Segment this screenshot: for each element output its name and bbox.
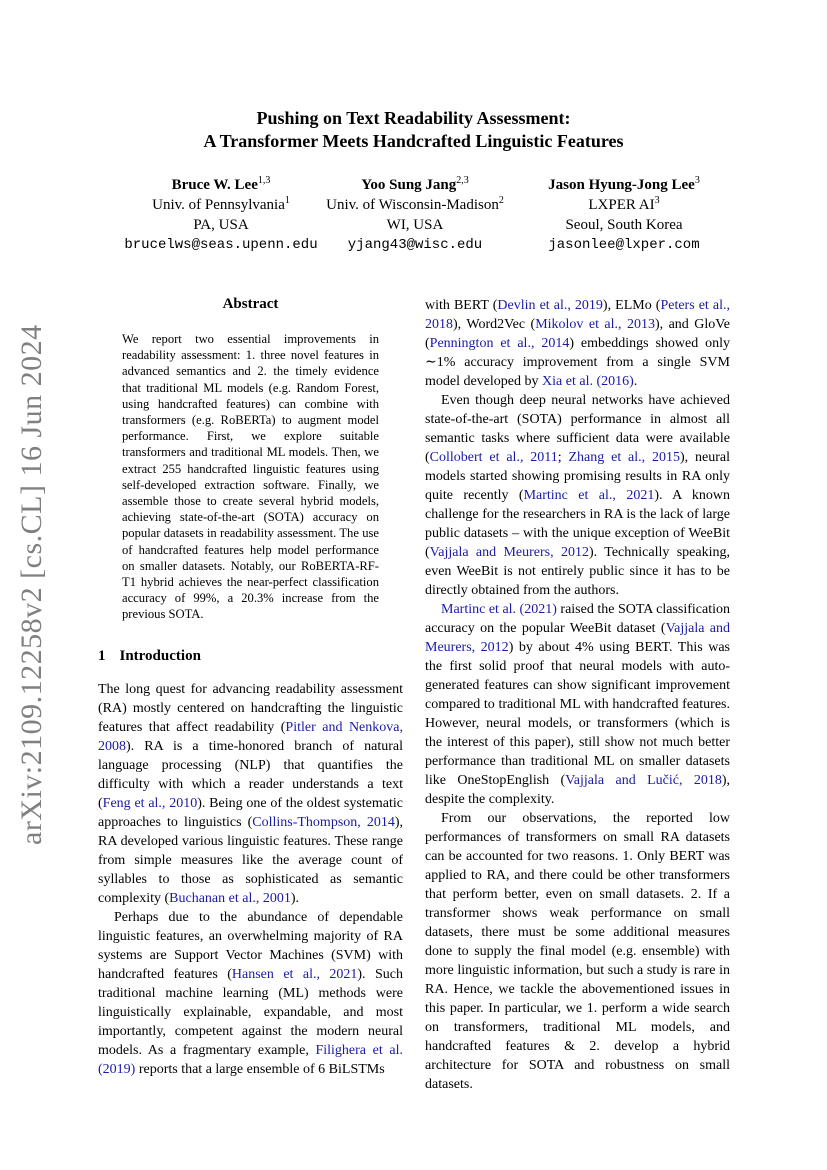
author-block-3 <box>526 175 722 255</box>
text-run: . <box>633 374 638 389</box>
affiliation-superscript: 2 <box>498 195 504 206</box>
arxiv-identifier: arXiv:2109.12258v2 [cs.CL] 16 Jun 2024 <box>15 324 48 845</box>
author-affiliation: Univ. of Pennsylvania <box>152 197 285 213</box>
author-name: Jason Hyung-Jong Lee <box>548 177 695 193</box>
paragraph <box>98 680 403 908</box>
citation-link[interactable]: Buchanan et al., 2001 <box>169 891 291 906</box>
citation-link[interactable]: Hansen et al., 2021 <box>231 967 358 982</box>
text-run: reports that a large ensemble of 6 BiLSTMs <box>135 1062 385 1077</box>
citation-link[interactable]: Vajjala and Meurers, 2012 <box>425 621 730 655</box>
affiliation-superscript: 1 <box>284 195 290 206</box>
author-superscript: 3 <box>694 175 700 186</box>
text-run: raised the SOTA classification accuracy on the popular WeeBit dataset ( <box>425 602 730 636</box>
author-location: WI, USA <box>386 217 444 233</box>
text-run: ) embeddings showed only ∼1% accuracy improvement from a single SVM model developed by <box>425 336 730 389</box>
citation-link[interactable]: Collobert et al., 2011 <box>429 450 558 465</box>
text-run: ). RA is a time-honored branch of natural language processing (NLP) that quantifies the difficulty with which a reader understands a text ( <box>98 739 403 811</box>
section-number: 1 <box>98 648 106 664</box>
text-run: ). Being one of the oldest systematic approaches to linguistics ( <box>98 796 403 830</box>
author-block-2 <box>308 175 522 255</box>
author-name: Yoo Sung Jang <box>361 177 457 193</box>
text-run: Perhaps due to the abundance of dependable linguistic features, an overwhelming majority of RA systems are Support Vector Machines (SVM) with handcrafted features ( <box>98 910 403 982</box>
citation-link[interactable]: Zhang et al., 2015 <box>568 450 680 465</box>
text-run: ; <box>557 450 569 465</box>
paragraph <box>425 600 730 809</box>
text-run: ), and GloVe ( <box>425 317 731 351</box>
abstract-heading: Abstract <box>222 296 279 312</box>
author-superscript: 2,3 <box>456 175 469 186</box>
citation-link[interactable]: Vajjala and Meurers, 2012 <box>429 545 589 560</box>
title-line-2: A Transformer Meets Handcrafted Linguistic Features <box>203 131 624 151</box>
citation-link[interactable]: Mikolov et al., 2013 <box>535 317 655 332</box>
citation-link[interactable]: Pitler and Nenkova, 2008 <box>98 720 403 754</box>
text-run: ). <box>290 891 300 906</box>
citation-link[interactable]: Devlin et al., 2019 <box>497 298 603 313</box>
text-run: with BERT ( <box>425 298 498 313</box>
citation-link[interactable]: Martinc et al., 2021 <box>523 488 655 503</box>
author-location: Seoul, South Korea <box>565 217 683 233</box>
text-run: ). A known challenge for the researchers in RA is the lack of large public datasets – with the unique exception of WeeBit ( <box>425 488 730 560</box>
citation-link[interactable]: Peters et al., 2018 <box>425 298 730 332</box>
citation-link[interactable]: Martinc et al. (2021) <box>441 602 557 617</box>
text-run: ). Technically speaking, even WeeBit is not entirely public since it has to be directly obtained from the authors. <box>425 545 730 598</box>
paragraph <box>425 391 730 600</box>
text-run: ), despite the complexity. <box>425 773 731 807</box>
section-title: Introduction <box>119 648 201 664</box>
author-email[interactable]: yjang43@wisc.edu <box>347 237 483 253</box>
title-line-1: Pushing on Text Readability Assessment: <box>256 108 571 128</box>
author-superscript: 1,3 <box>257 175 271 186</box>
citation-link[interactable]: Vajjala and Lučić, 2018 <box>565 773 722 788</box>
citation-link[interactable]: Feng et al., 2010 <box>102 796 198 811</box>
citation-link[interactable]: Xia et al. (2016) <box>542 374 634 389</box>
text-run: ) by about 4% using BERT. This was the first solid proof that neural models with auto-generated features can show significant improvement compared to traditional ML with handcrafted features. However, neural models, or transformers (which is the interest of this paper), still show not much better performance than traditional ML on smaller datasets like OneStopEnglish ( <box>425 640 730 788</box>
citation-link[interactable]: Filighera et al. (2019) <box>98 1043 403 1077</box>
author-email[interactable]: brucelws@seas.upenn.edu <box>124 237 318 253</box>
affiliation-superscript: 3 <box>654 195 660 206</box>
citation-link[interactable]: Collins-Thompson, 2014 <box>252 815 395 830</box>
author-location: PA, USA <box>193 217 249 233</box>
author-affiliation: LXPER AI <box>588 197 655 213</box>
left-column <box>98 680 403 1079</box>
text-run: ), neural models started showing promising results in RA only quite recently ( <box>425 450 730 503</box>
author-email[interactable]: jasonlee@lxper.com <box>548 237 700 253</box>
abstract-text: We report two essential improvements in readability assessment: 1. three novel features in advanced semantics and 2. the timely evidence that traditional ML models (e.g. Random Forest, using handcrafted features) can combine with transformers (e.g. RoBERTa) to augment model performance. First, we explore suitable transformers and traditional ML models. Then, we extract 255 handcrafted linguistic features using self-developed extraction software. Finally, we assemble those to create several hybrid models, achieving state-of-the-art (SOTA) accuracy on popular datasets in readability assessment. The use of handcrafted features help model performance on smaller datasets. Notably, our RoBERTA-RF-T1 hybrid achieves the near-perfect classification accuracy of 99%, a 20.3% increase from the previous SOTA. <box>122 332 379 622</box>
text-run: Even though deep neural networks have achieved state-of-the-art (SOTA) performance in almost all semantic tasks where sufficient data were available ( <box>425 393 730 465</box>
author-affiliation: Univ. of Wisconsin-Madison <box>326 197 499 213</box>
text-run: ), RA developed various linguistic features. These range from simple measures like the average count of syllables to those as sophisticated as semantic complexity ( <box>98 815 404 906</box>
citation-link[interactable]: Pennington et al., 2014 <box>429 336 570 351</box>
author-name: Bruce W. Lee <box>171 177 258 193</box>
section-heading <box>98 648 201 665</box>
text-run: ), ELMo ( <box>602 298 661 313</box>
text-run: ). Such traditional machine learning (ML) methods were linguistically explainable, expandable, and most importantly, competent against the modern neural models. As a fragmentary example, <box>98 967 403 1058</box>
right-column <box>425 296 730 1094</box>
text-run: ), Word2Vec ( <box>453 317 536 332</box>
text-run: The long quest for advancing readability assessment (RA) mostly centered on handcrafting the linguistic features that affect readability ( <box>98 682 403 735</box>
paper-title <box>0 107 827 153</box>
paragraph <box>425 296 730 391</box>
paragraph: From our observations, the reported low performances of transformers on small RA datasets can be accounted for two reasons. 1. Only BERT was applied to RA, and there could be other transformers that perform better, even on small datasets. 2. If a transformer shows weak performance on small datasets, there must be some additional measures done to supply the final model (e.g. ensemble) with more linguistic information, but such a study is rare in RA. Hence, we tackle the abovementioned issues in this paper. In particular, we 1. perform a wide search on transformers, traditional ML models, and handcrafted features & 2. develop a hybrid architecture for SOTA and robustness on small datasets. <box>425 811 730 1092</box>
paragraph <box>98 908 403 1079</box>
